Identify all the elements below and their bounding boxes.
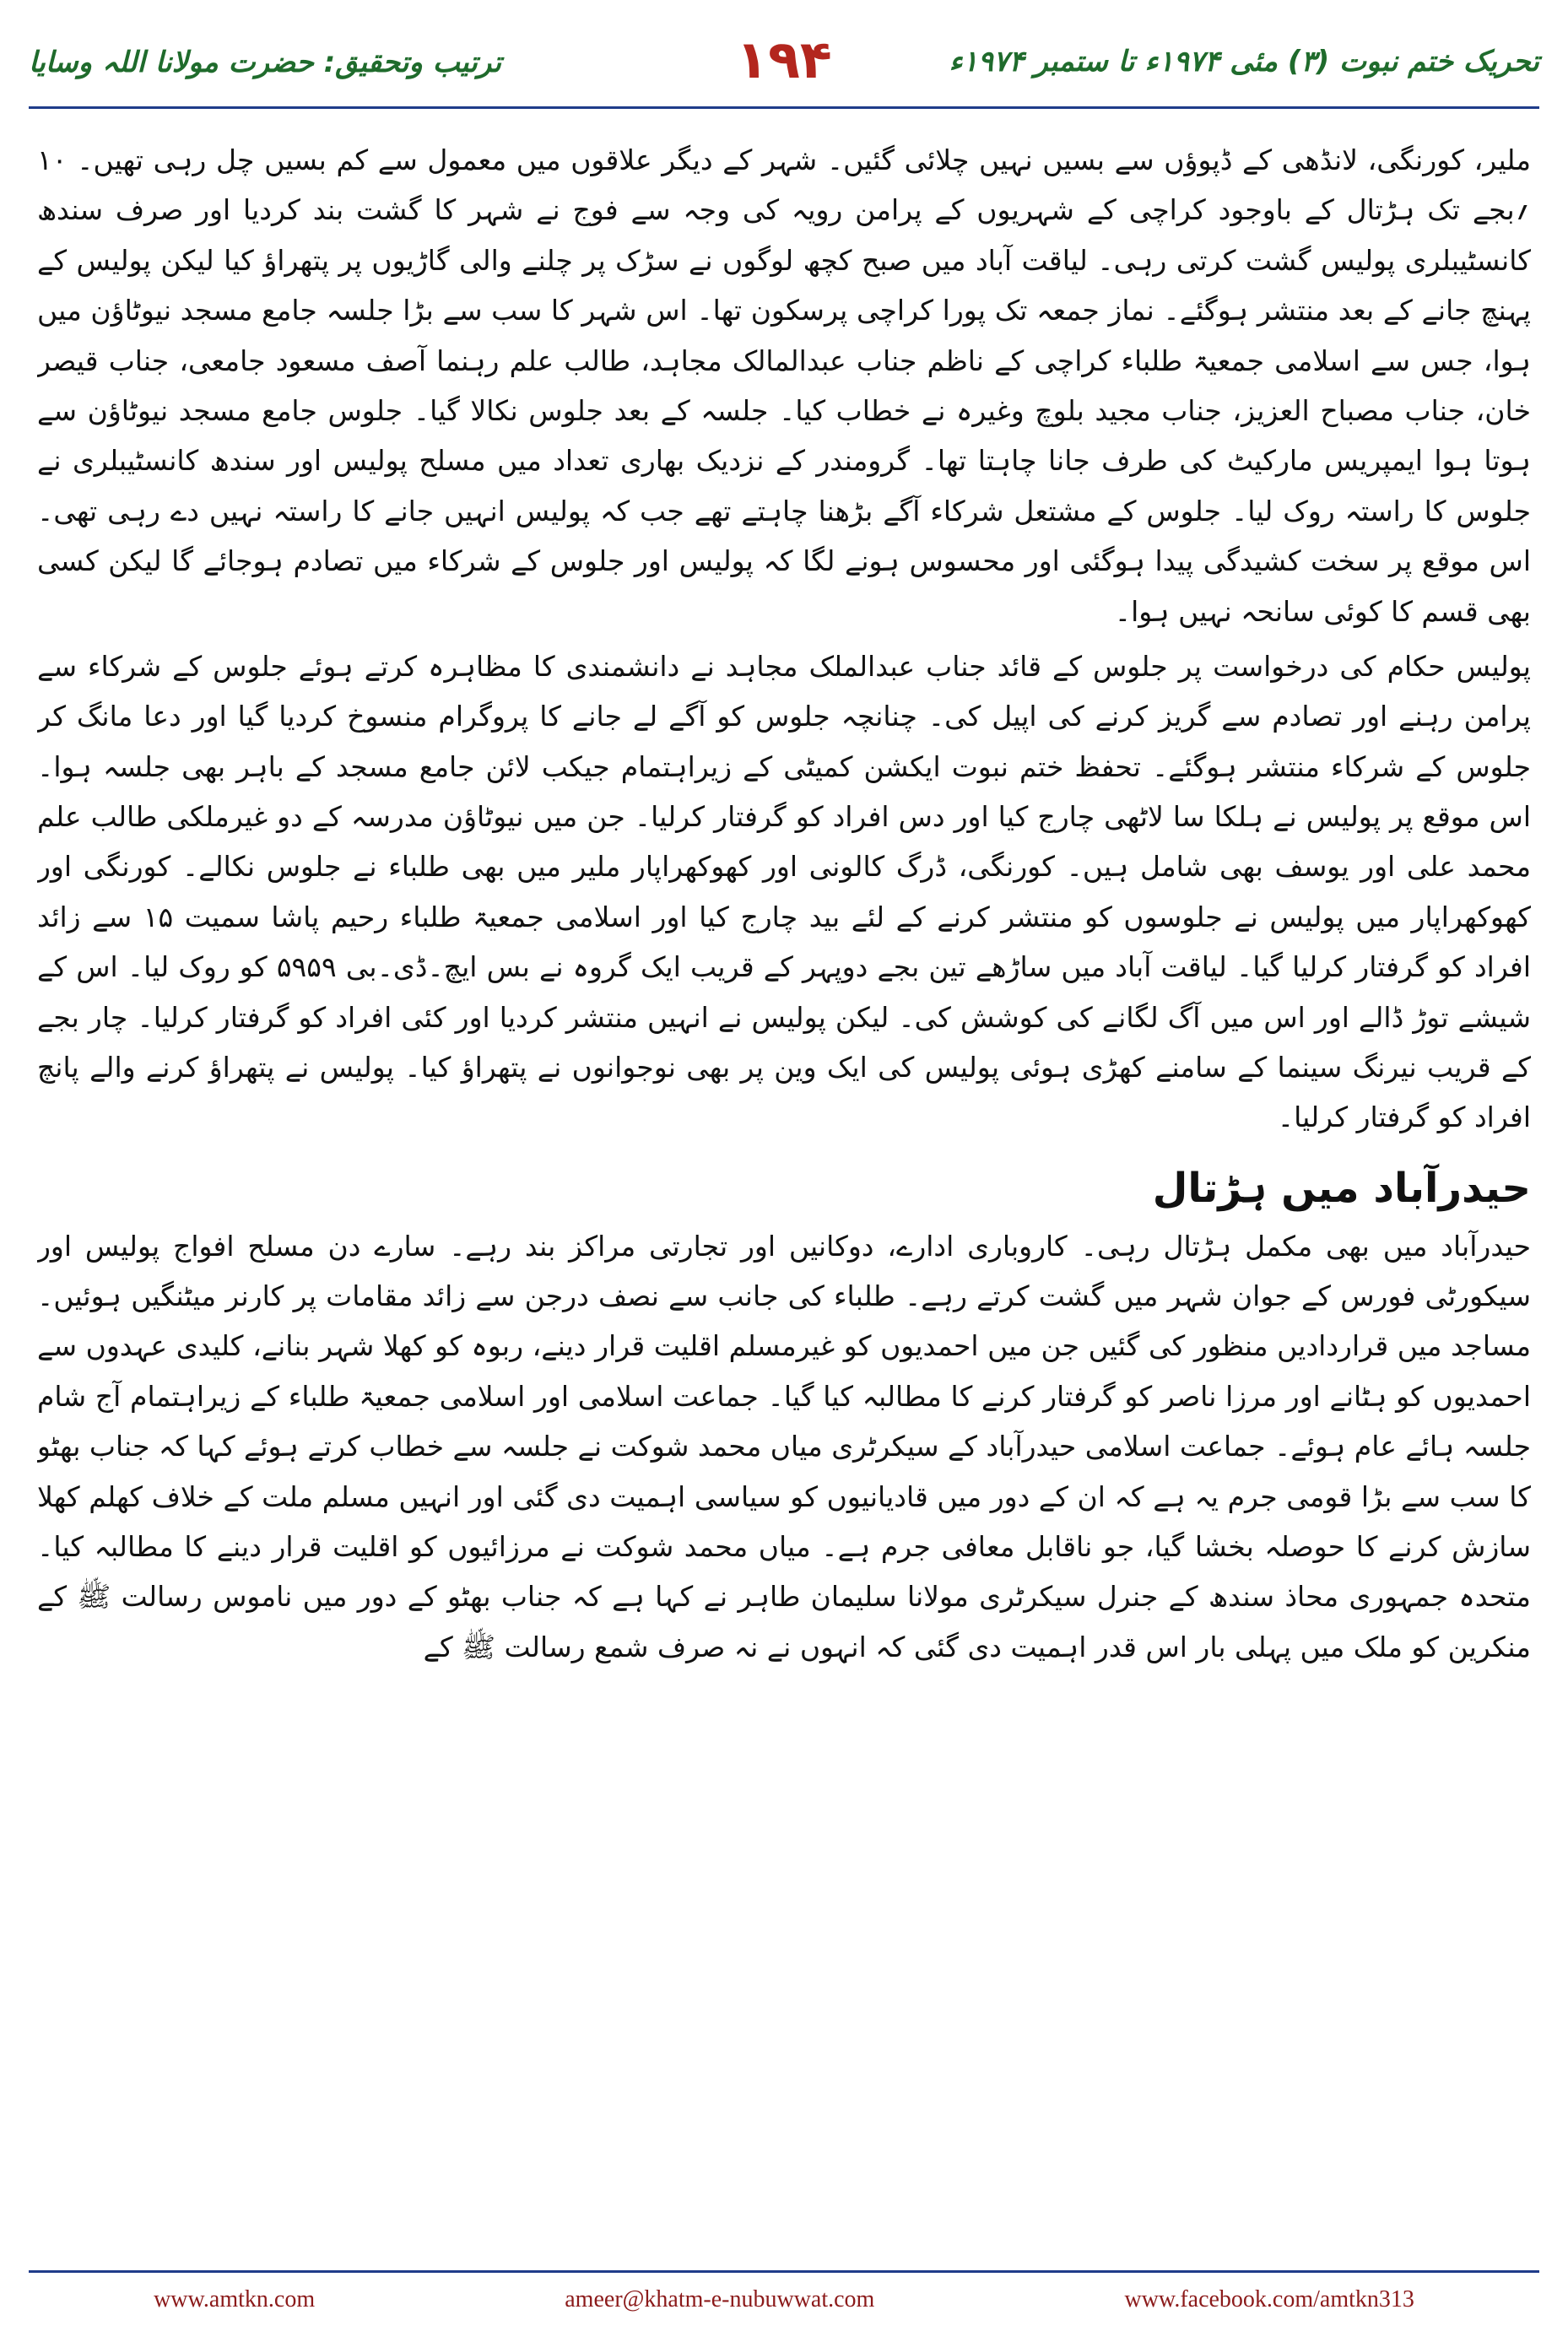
paragraph-karachi-strike: ملیر، کورنگی، لانڈھی کے ڈپوؤں سے بسیں نہیں چلائی گئیں۔ شہر کے دیگر علاقوں میں معمول سے کم بسیں چل رہی تھیں۔ ۱۰ ؍بجے تک ہڑتال کے باوجود کراچی کے شہریوں کے پرامن رویہ کی وجہ سے فوج نے شہر کا گشت بند کردیا اور صرف سندھ کانسٹیبلری پولیس گشت کرتی رہی۔ لیاقت آباد میں صبح کچھ لوگوں نے سڑک پر چلنے والی گاڑیوں پر پتھراؤ کیا لیکن پولیس کے پہنچ جانے کے بعد منتشر ہوگئے۔ نماز جمعہ تک پورا کراچی پرسکون تھا۔ اس شہر کا سب سے بڑا جلسہ جامع مسجد نیوٹاؤن میں ہوا، جس سے اسلامی جمعیۃ طلباء کراچی کے ناظم جناب عبدالمالک مجاہد، طالب علم رہنما آصف مسعود جامعی، جناب قیصر خان، جناب مصباح العزیز، جناب مجید بلوچ وغیرہ نے خطاب کیا۔ جلسہ کے بعد جلوس نکالا گیا۔ جلوس جامع مسجد نیوٹاؤن سے ہوتا ہوا ایمپریس مارکیٹ کی طرف جانا چاہتا تھا۔ گرومندر کے نزدیک بھاری تعداد میں مسلح پولیس اور سندھ کانسٹیبلری نے جلوس کا راستہ روک لیا۔ جلوس کے مشتعل شرکاء آگے بڑھنا چاہتے تھے جب کہ پولیس انہیں جانے کا راستہ نہیں دے رہی تھی۔ اس موقع پر سخت کشیدگی پیدا ہوگئی اور محسوس ہونے لگا کہ پولیس اور جلوس کے شرکاء میں تصادم ہوجائے گا لیکن کسی بھی قسم کا کوئی سانحہ نہیں ہوا۔ xyxy=(37,143,1531,628)
page-number: ۱۹۴ xyxy=(736,29,832,90)
page-header xyxy=(29,25,1539,98)
facebook-link[interactable]: www.facebook.com/amtkn313 xyxy=(1124,2286,1414,2312)
page-footer xyxy=(29,2279,1539,2321)
website-link[interactable]: www.amtkn.com xyxy=(154,2286,316,2312)
paragraph-hyderabad: حیدرآباد میں بھی مکمل ہڑتال رہی۔ کاروباری ادارے، دوکانیں اور تجارتی مراکز بند رہے۔ سارے دن مسلح افواج پولیس اور سیکورٹی فورس کے جوان شہر میں گشت کرتے رہے۔ طلباء کی جانب سے نصف درجن سے زائد مقامات پر کارنر میٹنگیں ہوئیں۔ مساجد میں قراردادیں منظور کی گئیں جن میں احمدیوں کو غیرمسلم اقلیت قرار دینے، ربوہ کو کھلا شہر بنانے، کلیدی عہدوں سے احمدیوں کو ہٹانے اور مرزا ناصر کو گرفتار کرنے کا مطالبہ کیا گیا۔ جماعت اسلامی اور اسلامی جمعیۃ طلباء کے زیراہتمام آج شام جلسہ ہائے عام ہوئے۔ جماعت اسلامی حیدرآباد کے سیکرٹری میاں محمد شوکت نے جلسہ سے خطاب کرتے ہوئے کہا کہ جناب بھٹو کا سب سے بڑا قومی جرم یہ ہے کہ ان کے دور میں قادیانیوں کو سیاسی اہمیت دی گئی اور انہیں مسلم ملت کے خلاف کھلم کھلا سازش کرنے کا حوصلہ بخشا گیا، جو ناقابل معافی جرم ہے۔ میاں محمد شوکت نے مرزائیوں کو اقلیت قرار دینے کا مطالبہ کیا۔ متحدہ جمہوری محاذ سندھ کے جنرل سیکرٹری مولانا سلیمان طاہر نے کہا ہے کہ جناب بھٹو کے دور میں ناموس رسالت ﷺ کے منکرین کو ملک میں پہلی بار اس قدر اہمیت دی گئی کہ انہوں نے نہ صرف شمع رسالت ﷺ کے xyxy=(37,1229,1531,1663)
section-heading: حیدرآباد میں ہڑتال xyxy=(1152,1164,1531,1212)
page-body xyxy=(37,135,1531,2262)
email-link[interactable]: ameer@khatm-e-nubuwwat.com xyxy=(565,2286,875,2312)
paragraph-procession: پولیس حکام کی درخواست پر جلوس کے قائد جناب عبدالملک مجاہد نے دانشمندی کا مظاہرہ کرتے ہوئے جلوس کے شرکاء سے پرامن رہنے اور تصادم سے گریز کرنے کی اپیل کی۔ چنانچہ جلوس کو آگے لے جانے کا پروگرام منسوخ کردیا گیا اور دعا مانگ کر جلوس کے شرکاء منتشر ہوگئے۔ تحفظ ختم نبوت ایکشن کمیٹی کے زیراہتمام جیکب لائن جامع مسجد کے باہر بھی جلسہ ہوا۔ اس موقع پر پولیس نے ہلکا سا لاٹھی چارج کیا اور دس افراد کو گرفتار کرلیا۔ جن میں نیوٹاؤن مدرسہ کے دو غیرملکی طالب علم محمد علی اور یوسف بھی شامل ہیں۔ کورنگی، ڈرگ کالونی اور کھوکھراپار ملیر میں بھی طلباء نے جلوس نکالے۔ کورنگی اور کھوکھراپار میں پولیس نے جلوسوں کو منتشر کرنے کے لئے بید چارج کیا اور اسلامی جمعیۃ طلباء رحیم پاشا سمیت ۱۵ سے زائد افراد کو گرفتار کرلیا گیا۔ لیاقت آباد میں ساڑھے تین بجے دوپہر کے قریب ایک گروہ نے بس ایچ۔ڈی۔بی ۵۹۵۹ کو روک لیا۔ اس کے شیشے توڑ ڈالے اور اس میں آگ لگانے کی کوشش کی۔ لیکن پولیس نے انہیں منتشر کردیا اور کئی افراد کو گرفتار کرلیا۔ چار بجے کے قریب نیرنگ سینما کے سامنے کھڑی ہوئی پولیس کی ایک وین پر بھی نوجوانوں نے پتھراؤ کیا۔ پولیس نے پتھراؤ کرنے والے پانچ افراد کو گرفتار کرلیا۔ xyxy=(37,649,1531,1134)
compiler-credit: ترتیب وتحقیق: حضرت مولانا اللہ وسایا xyxy=(29,45,502,79)
book-title: تحریک ختم نبوت (۳) مئی ۱۹۷۴ء تا ستمبر ۱۹۷۴ء xyxy=(949,45,1539,78)
header-divider xyxy=(29,106,1539,109)
footer-divider xyxy=(29,2270,1539,2273)
